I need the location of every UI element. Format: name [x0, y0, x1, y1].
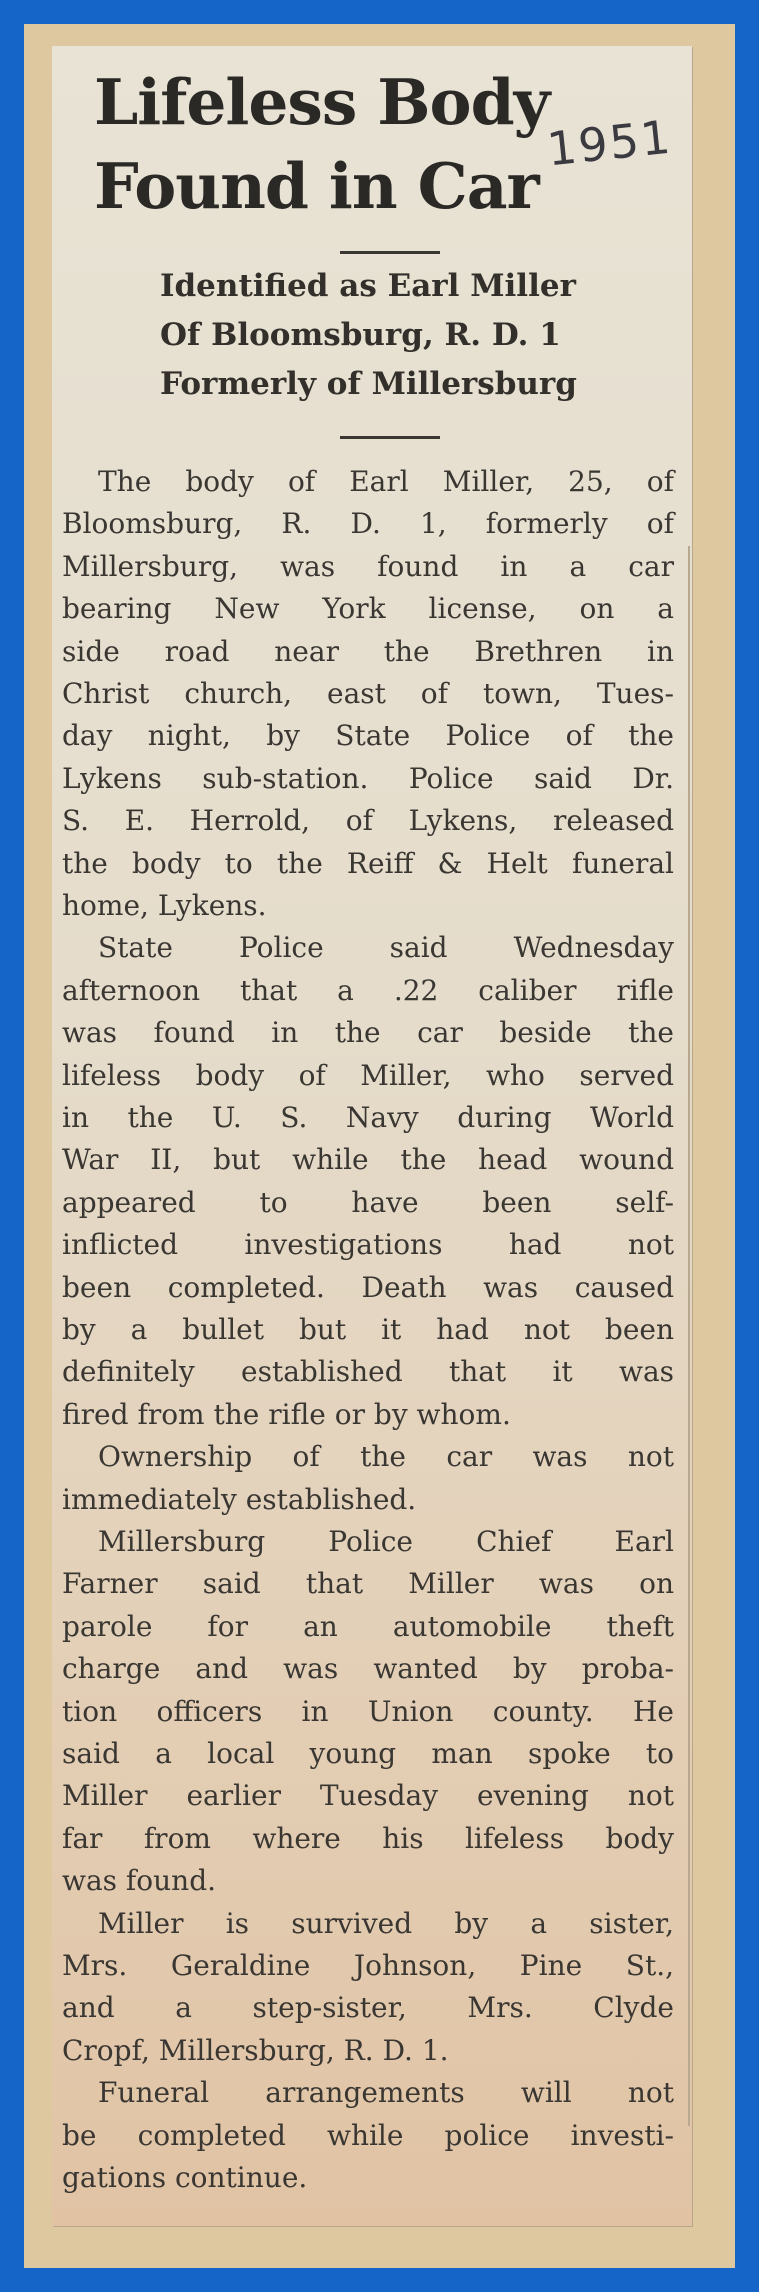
article-line: [52, 1562, 692, 1605]
article-line-text: Mrs. Geraldine Johnson, Pine St.,: [62, 1949, 674, 1982]
article-line: [52, 1986, 692, 2029]
article-line: [52, 1435, 692, 1478]
article-line: [52, 2029, 692, 2072]
article-line-text: fired from the rifle or by whom.: [62, 1397, 511, 1431]
article-line-text: by a bullet but it had not been: [62, 1313, 674, 1346]
article-line: [52, 799, 692, 842]
article-line-text: and a step-sister, Mrs. Clyde: [62, 1991, 674, 2025]
article-line: [52, 502, 692, 545]
subheadline-line-2: Of Bloomsburg, R. D. 1: [160, 317, 561, 353]
article-line: [52, 1350, 692, 1393]
headline: [94, 60, 549, 228]
article-line-text: War II, but while the head wound: [62, 1143, 674, 1177]
article-line-text: appeared to have been self-: [62, 1185, 674, 1219]
article-line: [52, 1732, 692, 1775]
article-line: [52, 1393, 692, 1436]
article-line-text: Ownership of the car was not: [98, 1440, 674, 1474]
article-line: [52, 757, 692, 800]
article-line-text: Farner said that Miller was on: [62, 1567, 674, 1601]
newspaper-clipping: [52, 46, 692, 2226]
article-line: [52, 969, 692, 1012]
handwritten-year: 1951: [544, 109, 675, 177]
article-line-text: Lykens sub-station. Police said Dr.: [62, 761, 674, 795]
article-line: [52, 1902, 692, 1945]
article-line-text: side road near the Brethren in: [62, 634, 674, 668]
article-line-text: Miller is survived by a sister,: [98, 1906, 674, 1940]
article-line: [52, 2156, 692, 2199]
article-line: [52, 1181, 692, 1224]
article-line: [52, 2114, 692, 2157]
article-line: [52, 1266, 692, 1309]
article-line-text: charge and was wanted by proba-: [62, 1652, 674, 1686]
article-line: [52, 587, 692, 630]
article-line-text: far from where his lifeless body: [62, 1821, 674, 1855]
column-rule: [688, 546, 690, 2126]
article-line-text: been completed. Death was caused: [62, 1270, 674, 1304]
article-line: [52, 842, 692, 885]
subheadline-line-3: Formerly of Millersburg: [160, 366, 577, 402]
article-line-text: bearing New York license, on a: [62, 592, 674, 626]
article-line-text: lifeless body of Miller, who served: [62, 1058, 674, 1092]
headline-divider: [340, 251, 440, 254]
article-line: [52, 1690, 692, 1733]
article-line: [52, 460, 692, 503]
article-line-text: afternoon that a .22 caliber rifle: [62, 973, 674, 1007]
article-line-text: State Police said Wednesday: [98, 931, 674, 965]
article-line-text: definitely established that it was: [62, 1355, 674, 1389]
subheadline-line-1: Identified as Earl Miller: [160, 268, 576, 304]
headline-line-1: Lifeless Body: [94, 65, 550, 139]
article-line: [52, 672, 692, 715]
article-line-text: S. E. Herrold, of Lykens, released: [62, 804, 674, 838]
article-line-text: in the U. S. Navy during World: [62, 1101, 674, 1134]
article-line: [52, 1308, 692, 1351]
article-line-text: Cropf, Millersburg, R. D. 1.: [62, 2033, 449, 2067]
article-line-text: day night, by State Police of the: [62, 719, 674, 753]
article-line: [52, 630, 692, 673]
article-line-text: tion officers in Union county. He: [62, 1694, 674, 1728]
article-line-text: The body of Earl Miller, 25, of: [98, 465, 674, 498]
article-line-text: inflicted investigations had not: [62, 1228, 674, 1262]
article-line: [52, 1011, 692, 1054]
article-line-text: was found.: [62, 1864, 217, 1898]
subheadline: [160, 262, 680, 409]
article-line-text: immediately established.: [62, 1482, 417, 1516]
article-line: [52, 545, 692, 588]
article-line: [52, 1096, 692, 1139]
article-line-text: said a local young man spoke to: [62, 1737, 674, 1770]
article-line: [52, 2071, 692, 2114]
article-line-text: Millersburg Police Chief Earl: [98, 1525, 674, 1558]
article-line-text: be completed while police investi-: [62, 2118, 674, 2152]
article-line-text: Miller earlier Tuesday evening not: [62, 1779, 674, 1813]
article-line: [52, 926, 692, 969]
article-line-text: Millersburg, was found in a car: [62, 549, 674, 583]
article-line: [52, 1520, 692, 1563]
article-line-text: gations continue.: [62, 2161, 308, 2194]
article-line: [52, 1944, 692, 1987]
article-line: [52, 1647, 692, 1690]
article-line-text: Funeral arrangements will not: [98, 2076, 674, 2110]
article-line: [52, 1605, 692, 1648]
article-line-text: home, Lykens.: [62, 889, 267, 922]
article-line-text: Christ church, east of town, Tues-: [62, 677, 674, 710]
article-line: [52, 1138, 692, 1181]
article-line-text: the body to the Reiff & Helt funeral: [62, 846, 674, 880]
article-line-text: Bloomsburg, R. D. 1, formerly of: [62, 507, 674, 541]
article-line: [52, 1054, 692, 1097]
article-line: [52, 1478, 692, 1521]
article-line: [52, 1859, 692, 1902]
article-line: [52, 1774, 692, 1817]
headline-line-2: Found in Car: [94, 149, 539, 223]
article-line: [52, 1223, 692, 1266]
article-line-text: parole for an automobile theft: [62, 1609, 674, 1643]
article-line-text: was found in the car beside the: [62, 1016, 674, 1050]
article-line: [52, 1817, 692, 1860]
article-line: [52, 714, 692, 757]
subheadline-divider: [340, 436, 440, 439]
article-line: [52, 884, 692, 927]
